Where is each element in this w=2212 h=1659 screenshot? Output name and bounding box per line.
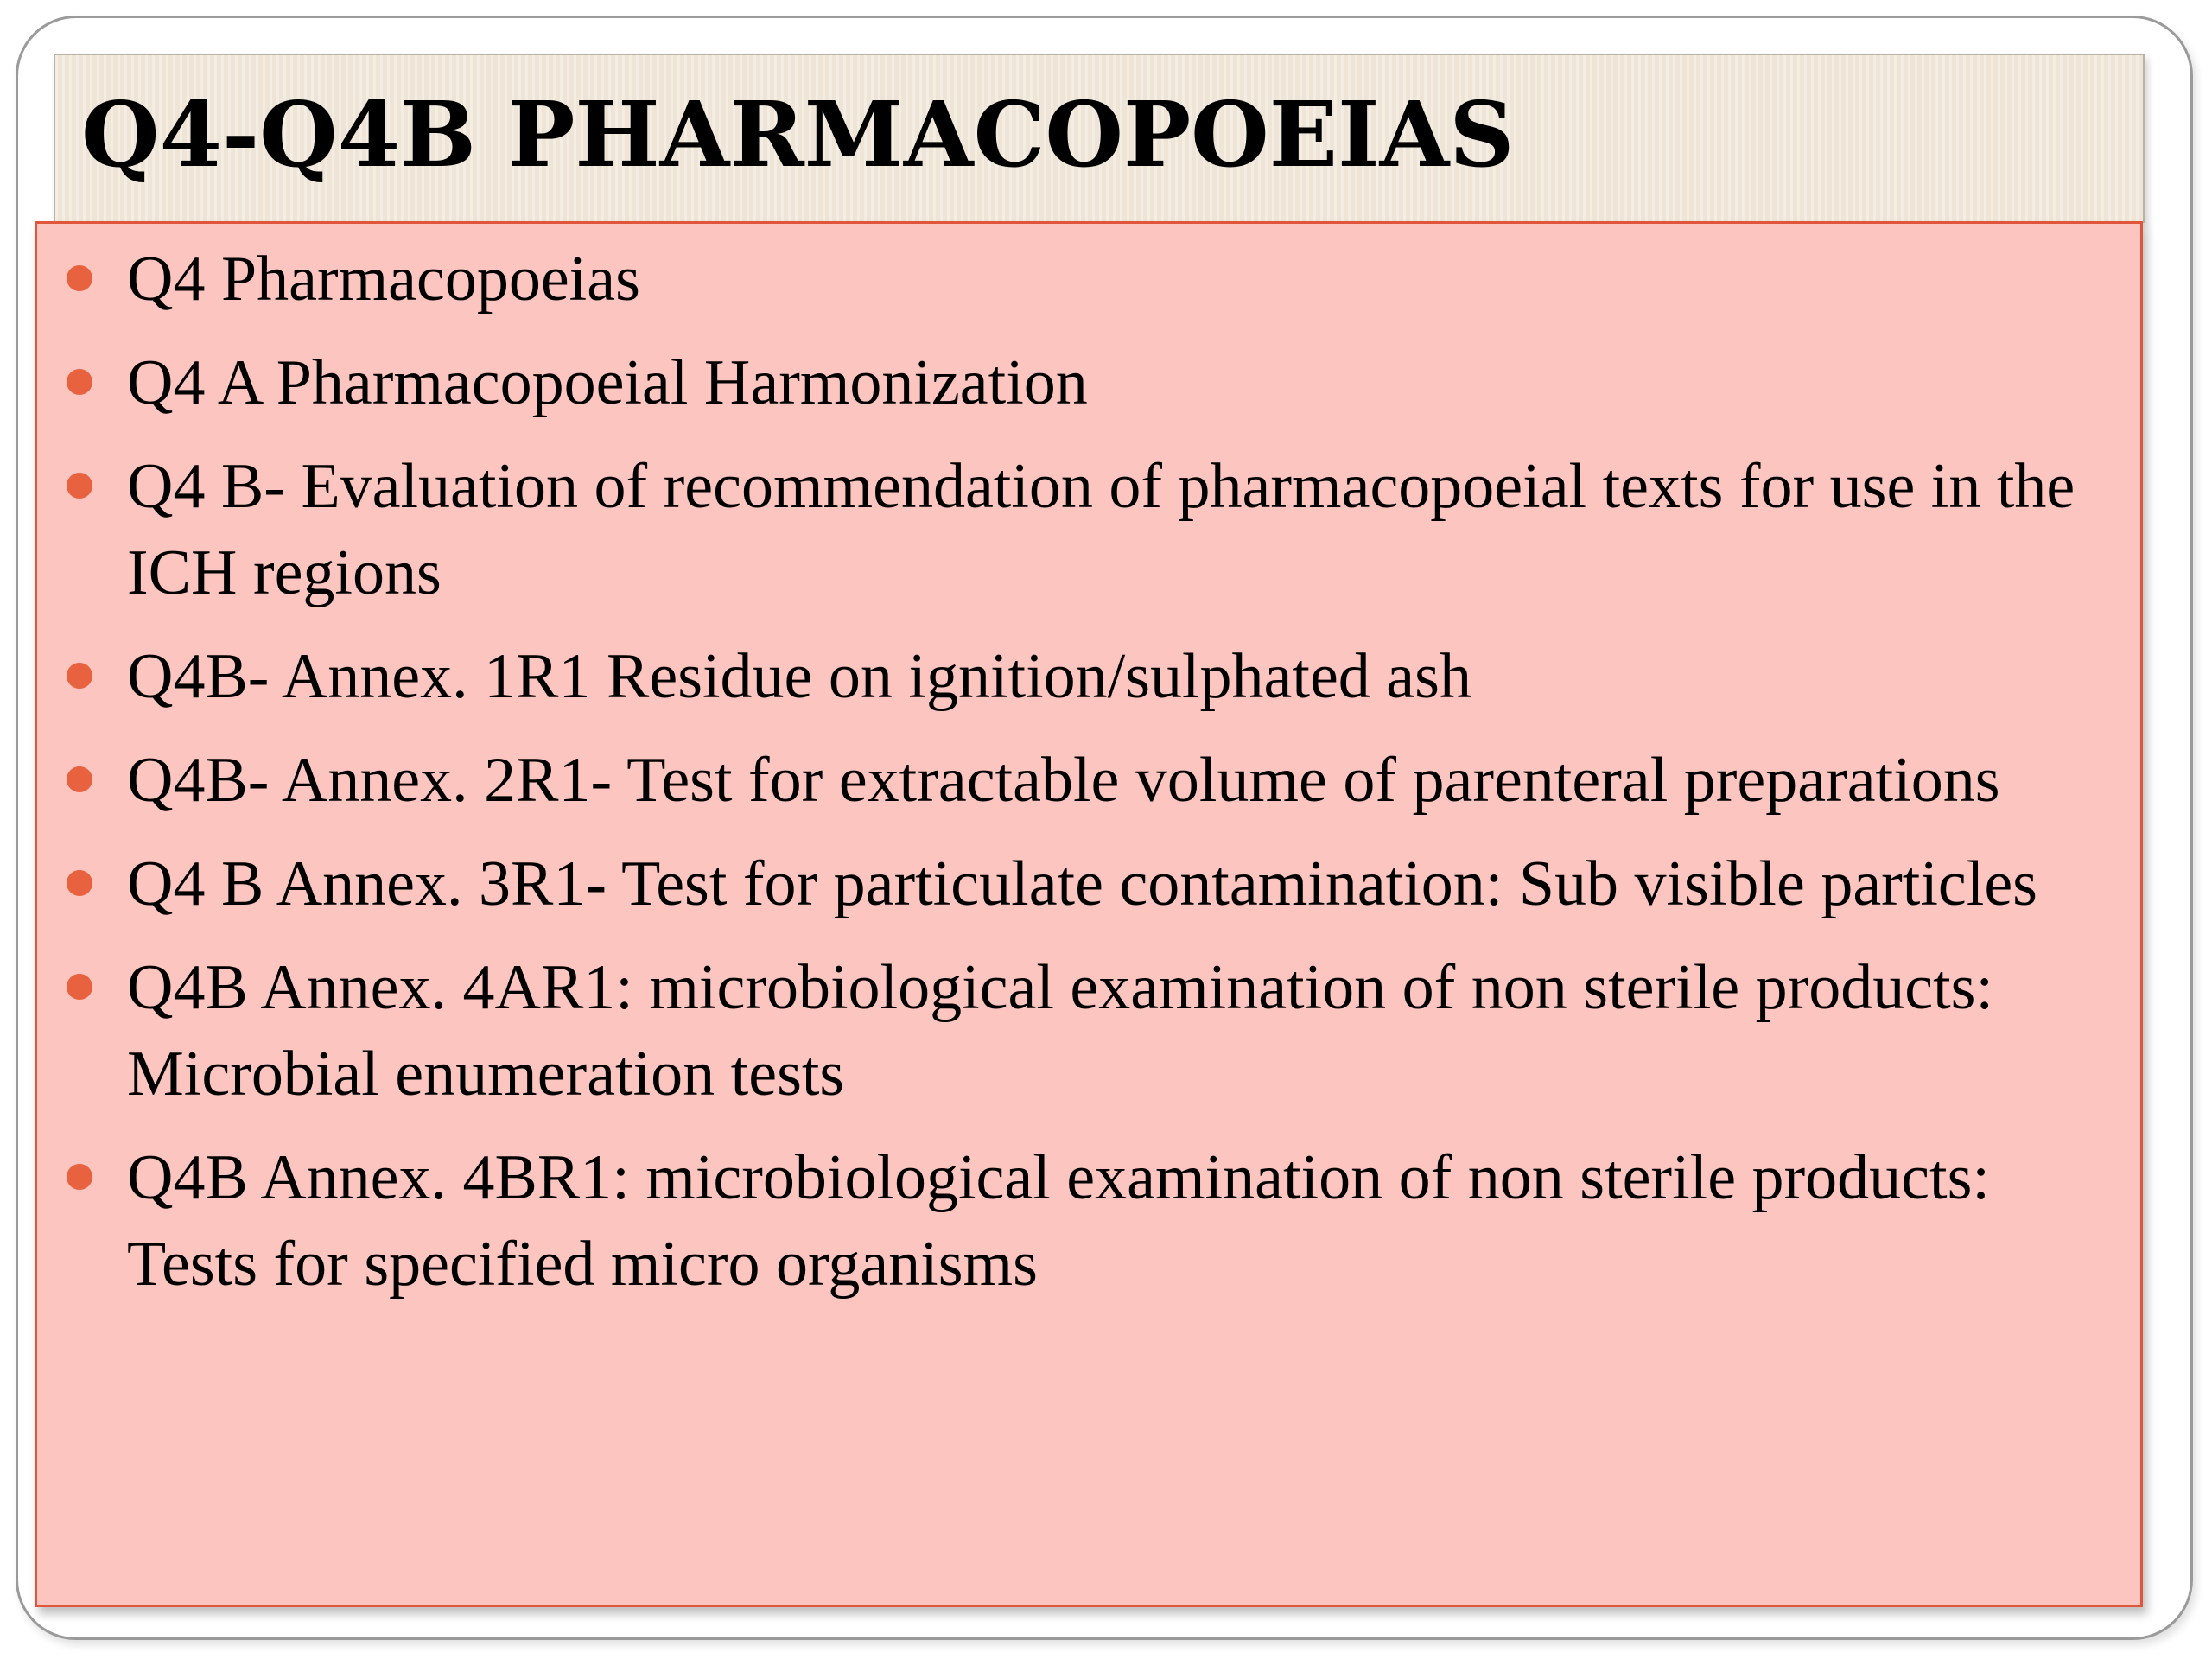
- bullet-dot-icon: [67, 265, 92, 291]
- bullet-item: [37, 841, 2140, 927]
- bullet-item: [37, 944, 2140, 1117]
- bullet-text: Q4 B- Evaluation of recommendation of pharmacopoeial texts for use in the ICH regions: [127, 451, 2075, 608]
- bullet-dot-icon: [67, 473, 92, 499]
- bullet-dot-icon: [67, 870, 92, 896]
- bullet-item: [37, 443, 2140, 616]
- bullet-dot-icon: [67, 974, 92, 1000]
- bullet-text: Q4 Pharmacopoeias: [127, 244, 640, 315]
- bullet-dot-icon: [67, 663, 92, 689]
- bullet-text: Q4B- Annex. 2R1- Test for extractable volume of parenteral preparations: [127, 745, 2000, 816]
- bullet-item: [37, 737, 2140, 823]
- bullet-text: Q4B Annex. 4BR1: microbiological examination of non sterile products: Tests for specified micro organisms: [127, 1142, 1990, 1300]
- bullet-dot-icon: [67, 369, 92, 395]
- bullet-dot-icon: [67, 766, 92, 792]
- bullet-text: Q4B- Annex. 1R1 Residue on ignition/sulphated ash: [127, 641, 1471, 712]
- bullet-item: [37, 633, 2140, 720]
- bullet-text: Q4B Annex. 4AR1: microbiological examination of non sterile products: Microbial enumeration tests: [127, 952, 1994, 1109]
- bullet-dot-icon: [67, 1164, 92, 1190]
- slide-title: Q4-Q4B PHARMACOPOEIAS: [81, 81, 1515, 188]
- bullet-item: [37, 340, 2140, 426]
- bullet-list: [37, 236, 2140, 1325]
- bullet-item: [37, 236, 2140, 322]
- bullet-item: [37, 1135, 2140, 1307]
- bullet-text: Q4 A Pharmacopoeial Harmonization: [127, 347, 1088, 418]
- title-bar: [54, 54, 2145, 223]
- content-box: [35, 221, 2143, 1607]
- bullet-text: Q4 B Annex. 3R1- Test for particulate contamination: Sub visible particles: [127, 849, 2037, 919]
